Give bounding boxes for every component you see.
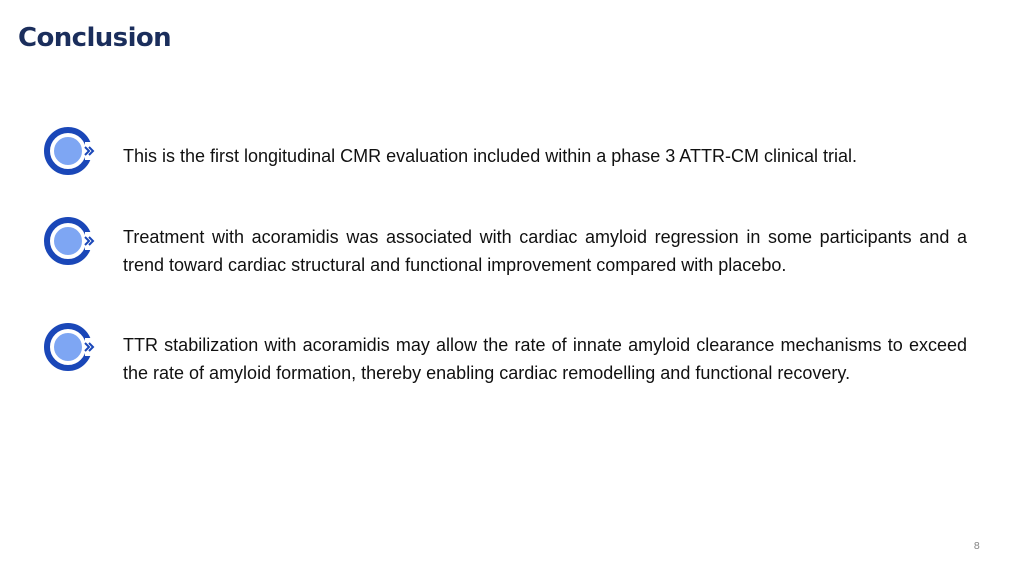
slide-title: Conclusion xyxy=(18,23,172,53)
bullet-text: This is the first longitudinal CMR evaluation included within a phase 3 ATTR-CM clinical trial. xyxy=(123,146,857,166)
page-number: 8 xyxy=(973,541,980,552)
chevron-circle-icon xyxy=(44,216,96,266)
chevron-circle-icon xyxy=(44,126,96,176)
bullet-text: TTR stabilization with acoramidis may allow the rate of innate amyloid clearance mechanisms to exceed the rate of amyloid formation, thereby enabling cardiac remodelling and functional recovery. xyxy=(123,335,967,383)
bullet-text: Treatment with acoramidis was associated with cardiac amyloid regression in some participants and a trend toward cardiac structural and functional improvement compared with placebo. xyxy=(123,227,967,275)
chevron-circle-icon xyxy=(44,322,96,372)
